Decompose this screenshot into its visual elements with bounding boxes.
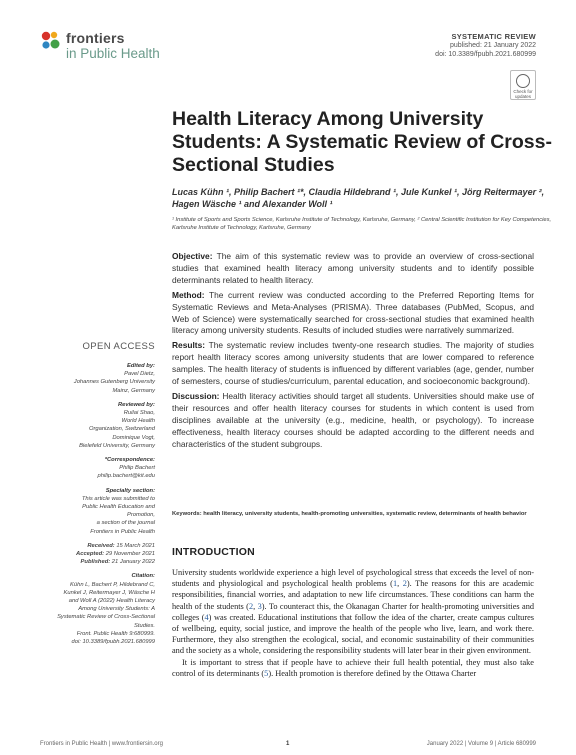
- intro-text: University students worldwide experience a high level of psychological stress that exceeds the level of non-students and physiological and psychological health problems (: [172, 568, 534, 589]
- author-list: Lucas Kühn ¹, Philip Bachert ¹*, Claudia Hildebrand ¹, Jule Kunkel ¹, Jörg Reitermayer ², Hagen Wäsche ¹ and Alexander Woll ¹: [172, 187, 545, 209]
- citation-link[interactable]: 5: [264, 668, 269, 678]
- check-for-updates-badge[interactable]: [510, 70, 536, 100]
- citation-text: Front. Public Health 9:680999.: [76, 630, 155, 637]
- article-meta-header: [435, 32, 536, 59]
- objective-label: Objective:: [172, 251, 213, 261]
- reviewed-by-label: Reviewed by:: [117, 401, 155, 408]
- editor-affil: Johannes Gutenberg University: [73, 379, 155, 386]
- reviewer-affil: Bielefeld University, Germany: [79, 442, 155, 449]
- objective-text: The aim of this systematic review was to provide an overview of cross-sectional studies that examined health literacy among university students and to identify possible determinants related to health literacy.: [172, 251, 534, 285]
- published-date: published: 21 January 2022: [449, 42, 536, 49]
- reviewer-name: Dominique Vogt,: [112, 434, 155, 441]
- section-text: Promotion,: [126, 512, 155, 519]
- citation-text: Kunkel J, Reitermayer J, Wäsche H: [63, 589, 155, 596]
- published-date-sidebar: [40, 558, 155, 566]
- footer-volume-info: January 2022 | Volume 9 | Article 680999: [426, 741, 536, 747]
- edited-by-block: [40, 362, 155, 395]
- citation-text: Among University Students: A: [78, 606, 155, 613]
- article-info-sidebar: [40, 362, 155, 652]
- journal-name: in Public Health: [66, 46, 160, 61]
- intro-text: ) was created. Educational institutions that follow the idea of the charter, create campus cultures of wellbeing, equity, social justice, and improve the health of the people who live, learn, and work there. Furthermore, they also strengthen the ecological, social, and economic sustainability of their communities and the society as a whole, considering the responsibility students will later bear in their given environment.: [172, 612, 534, 656]
- article-type: SYSTEMATIC REVIEW: [451, 32, 536, 41]
- correspondent-name: Philip Bachert: [119, 465, 155, 472]
- page-number: 1: [286, 741, 290, 747]
- method-label: Method:: [172, 289, 205, 300]
- intro-text: ,: [397, 579, 403, 589]
- editor-affil: Mainz, Germany: [112, 387, 155, 394]
- intro-text: ,: [253, 601, 258, 611]
- correspondence-label: *Correspondence:: [104, 457, 155, 464]
- discussion-text: Health literacy activities should target all students. Universities should make use of their resources and offer health literacy courses for students in which content is used from disciplines available at the university (e.g., medicine, health, or psychology). To increase effectiveness, health literacy courses should be adapted according to the different needs and characteristics of the student subgroups.: [172, 390, 534, 449]
- citation-text: and Woll A (2022) Health Literacy: [68, 598, 155, 605]
- specialty-section-label: Specialty section:: [105, 487, 155, 494]
- abstract-objective: [172, 251, 534, 287]
- reviewer-affil: Organization, Switzerland: [88, 426, 155, 433]
- intro-text: ). The reasons for this are academic responsibilities, financial worries, and adaptation to new life circumstances. These conditions can harm the health of the students (: [172, 579, 534, 611]
- check-updates-label: Check for updates: [513, 89, 533, 99]
- citation-text: Kühn L, Bachert P, Hildebrand C,: [70, 581, 155, 588]
- intro-paragraph-1: [172, 567, 534, 657]
- affiliations: ¹ Institute of Sports and Sports Science, Karlsruhe Institute of Technology, Karlsruhe, Germany, ² Central Scientific Institution for Key Competencies, Karlsruhe Institute of Technology, Karlsruhe, Germany: [172, 217, 552, 231]
- section-text: a section of the journal: [96, 520, 155, 527]
- intro-text: It is important to stress that if people have to achieve their full health potential, they must also take control of its determinants (: [172, 657, 534, 678]
- keywords: Keywords: health literacy, university students, health-promoting universities, systematic review, determinants of health behavior: [172, 511, 527, 517]
- published-label: Published:: [80, 559, 111, 566]
- section-text: This article was submitted to: [81, 495, 155, 502]
- open-access-label: OPEN ACCESS: [82, 341, 155, 352]
- reviewed-by-block: [40, 401, 155, 450]
- footer-journal-link[interactable]: Frontiers in Public Health | www.frontiersin.org: [40, 741, 163, 747]
- received-date: [40, 542, 155, 550]
- specialty-section-block: [40, 487, 155, 536]
- citation-text: Studies.: [134, 622, 155, 629]
- frontiers-logo-icon: [40, 30, 62, 52]
- received-label: Received:: [87, 542, 115, 549]
- citation-doi[interactable]: doi: 10.3389/fpubh.2021.680999: [71, 639, 155, 646]
- method-text: The current review was conducted according to the Preferred Reporting Items for Systematic Reviews and Meta-Analyses (PRISMA). Three databases (PubMed, Scopus, and Web of Science) were systematically searched for cross-sectional studies that examined health literacy among university students. Results of included studies were narratively summarized.: [172, 289, 534, 336]
- citation-link[interactable]: 1: [392, 579, 398, 589]
- citation-link[interactable]: 2: [248, 601, 254, 611]
- discussion-label: Discussion:: [172, 390, 220, 401]
- doi-link[interactable]: doi: 10.3389/fpubh.2021.680999: [435, 51, 536, 58]
- citation-link[interactable]: 2: [402, 579, 407, 589]
- dates-block: [40, 542, 155, 567]
- editor-name: Pavel Dietz,: [124, 371, 155, 378]
- check-updates-icon: [516, 74, 530, 88]
- citation-link[interactable]: 4: [204, 612, 209, 622]
- edited-by-label: Edited by:: [126, 363, 155, 369]
- accepted-date: [40, 550, 155, 558]
- abstract-method: [172, 290, 534, 338]
- logo-wordmark: frontiers: [66, 30, 125, 46]
- abstract: [172, 251, 534, 454]
- reviewer-name: Ruilai Shao,: [123, 410, 155, 417]
- section-text: Public Health Education and: [82, 504, 155, 511]
- section-text: Frontiers in Public Health: [90, 528, 155, 535]
- intro-paragraph-2: [172, 657, 534, 679]
- abstract-discussion: [172, 391, 534, 451]
- citation-block: [40, 572, 155, 646]
- journal-logo[interactable]: [40, 28, 180, 64]
- citation-text: Systematic Review of Cross-Sectional: [57, 614, 155, 621]
- section-heading-introduction: INTRODUCTION: [172, 546, 255, 558]
- intro-text: ). Health promotion is therefore defined by the Ottawa Charter: [268, 668, 477, 678]
- citation-label: Citation:: [131, 573, 155, 580]
- citation-link[interactable]: 3: [257, 601, 262, 611]
- results-label: Results:: [172, 340, 206, 351]
- reviewer-affil: World Health: [121, 418, 155, 425]
- accepted-label: Accepted:: [76, 551, 105, 558]
- intro-text: ). To counteract this, the Okanagan Charter for health-promoting universities and colleges (: [172, 601, 535, 622]
- published-value: 21 January 2022: [111, 559, 155, 566]
- abstract-results: [172, 340, 534, 388]
- results-text: The systematic review includes twenty-one research studies. The majority of studies report health literacy scores among university students that are lower compared to reference samples. The health literacy of students is influenced by different variables (age, gender, number of semesters, course of studies/curriculum, parental education, and socioeconomic background).: [172, 340, 534, 387]
- correspondence-block: [40, 456, 155, 481]
- accepted-value: 29 November 2021: [105, 551, 155, 558]
- introduction-body: [172, 567, 534, 679]
- received-value: 15 March 2021: [116, 542, 155, 549]
- article-title: Health Literacy Among University Students: A Systematic Review of Cross-Sectional Studies: [172, 108, 552, 176]
- correspondent-email[interactable]: philip.bachert@kit.edu: [97, 473, 155, 480]
